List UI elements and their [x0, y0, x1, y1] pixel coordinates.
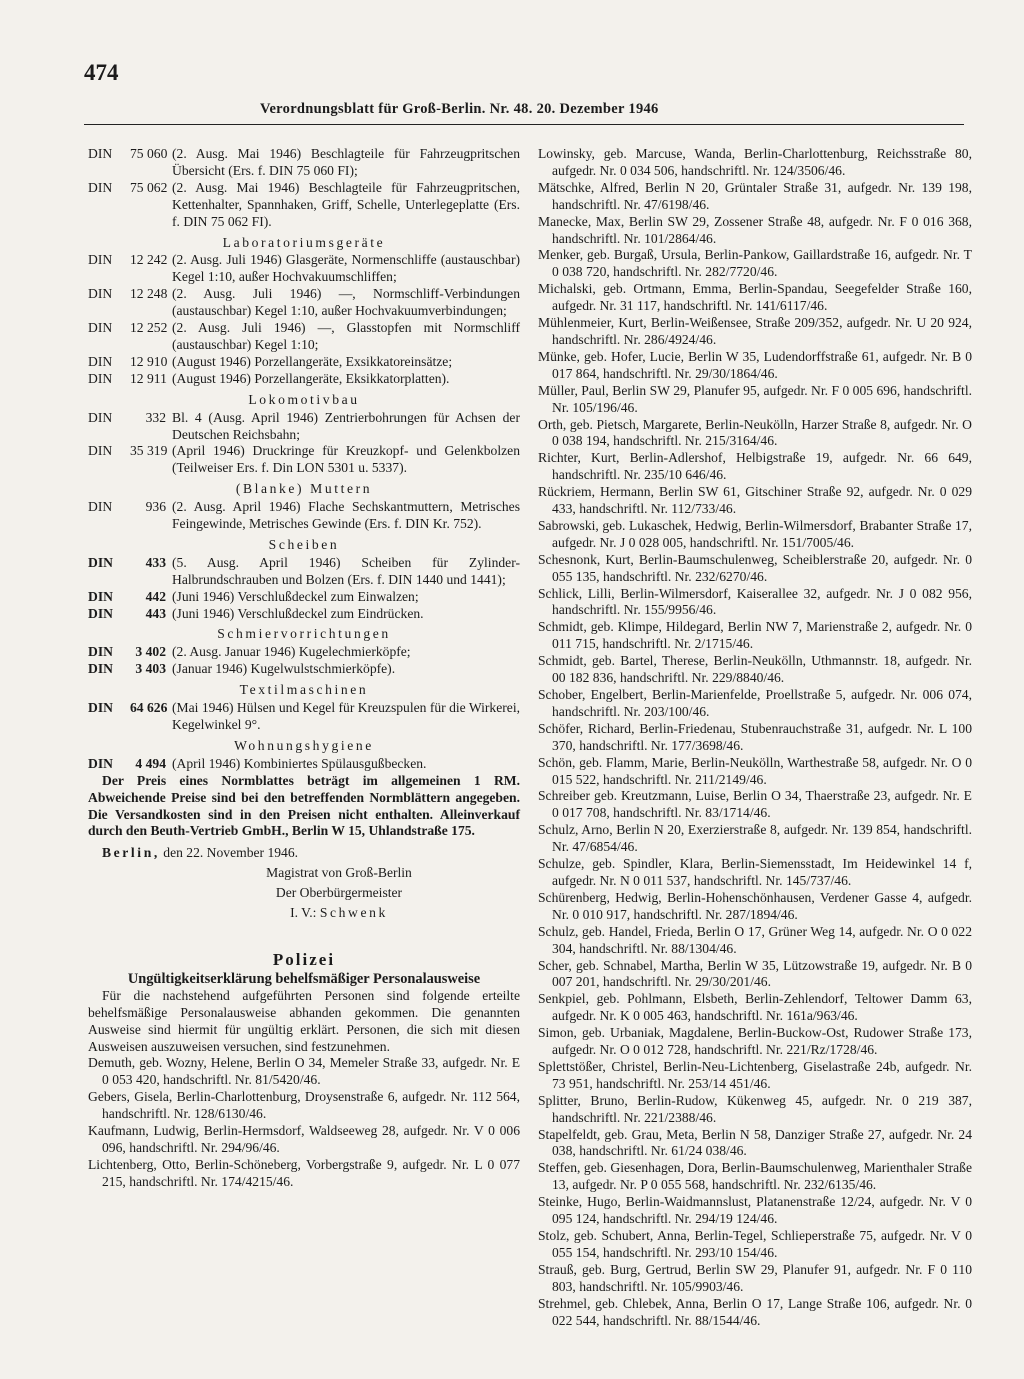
section-heading-schmiervorrichtungen: Schmiervorrichtungen — [217, 626, 391, 642]
polizei-subheading: Ungültigkeitserklärung behelfsmäßiger Personalausweise — [127, 970, 481, 987]
din-description: (April 1946) Kombiniertes Spülausgußbecken. — [172, 755, 427, 771]
din-code — [88, 146, 166, 163]
din-code — [88, 371, 166, 388]
din-description: (Januar 1946) Kugelwulstschmierköpfe). — [172, 661, 396, 677]
person-entry: Steffen, geb. Giesenhagen, Dora, Berlin-Baumschulenweg, Marienthaler Straße 13, aufgedr. Nr. P 0 055 568, handschriftl. Nr. 232/6135/46. — [538, 1160, 972, 1193]
din-entry — [88, 371, 520, 388]
din-number: 3 403 — [135, 661, 166, 677]
din-list-laboratoriumsgeraete — [88, 252, 520, 387]
person-entry: Schulz, Arno, Berlin N 20, Exerzierstraße 8, aufgedr. Nr. 139 854, handschriftl. Nr. 47/6854/46. — [538, 822, 972, 855]
din-description: (2. Ausg. April 1946) Flache Sechskantmuttern, Metrisches Feingewinde, Metrisches Gewinde (Ers. f. DIN Kr. 752). — [172, 499, 520, 532]
din-description: (August 1946) Porzellangeräte, Exsikkatoreinsätze; — [172, 353, 453, 369]
person-entry: Kaufmann, Ludwig, Berlin-Hermsdorf, Waldseeweg 28, aufgedr. Nr. V 0 006 096, handschriftl. Nr. 294/96/46. — [88, 1123, 520, 1155]
din-number: 12 248 — [130, 286, 168, 302]
din-code — [88, 252, 166, 269]
din-description: (2. Ausg. Mai 1946) Beschlagteile für Fahrzeugpritschen, Kettenhalter, Spannhaken, Griff, Schelle, Unterlegeplatte (Ers. f. DIN 75 062 FI). — [172, 179, 520, 229]
person-entry: Orth, geb. Pietsch, Margarete, Berlin-Neukölln, Harzer Straße 8, aufgedr. Nr. O 0 038 194, handschriftl. Nr. 215/3164/46. — [538, 416, 972, 449]
din-number: 4 494 — [135, 755, 166, 771]
din-code — [88, 756, 166, 773]
person-entry: Splitter, Bruno, Berlin-Rudow, Kükenweg 45, aufgedr. Nr. 0 219 387, handschriftl. Nr. 221/2388/46. — [538, 1092, 972, 1125]
din-description: (Juni 1946) Verschlußdeckel zum Eindrücken. — [172, 605, 424, 621]
person-entry: Stapelfeldt, geb. Grau, Meta, Berlin N 58, Danziger Straße 27, aufgedr. Nr. 24 038, handschriftl. Nr. 61/24 038/46. — [538, 1126, 972, 1159]
date-line — [102, 845, 520, 862]
din-code — [88, 286, 166, 303]
person-entry: Strehmel, geb. Chlebek, Anna, Berlin O 17, Lange Straße 106, aufgedr. Nr. 0 022 544, handschriftl. Nr. 88/1544/46. — [538, 1295, 972, 1328]
din-prefix: DIN — [88, 252, 113, 268]
din-entry — [88, 589, 520, 606]
din-description: (2. Ausg. Juli 1946) Glasgeräte, Normenschliffe (austauschbar) Kegel 1:10, außer Hochvakuumschliffen; — [172, 252, 520, 285]
din-description: (Mai 1946) Hülsen und Kegel für Kreuzspulen für die Wirkerei, Kegelwinkel 9°. — [172, 700, 521, 732]
din-list-muttern — [88, 499, 520, 533]
din-entry — [88, 606, 520, 623]
din-prefix: DIN — [88, 755, 113, 771]
person-entry: Simon, geb. Urbaniak, Magdalene, Berlin-Buckow-Ost, Rudower Straße 173, aufgedr. Nr. O 0 012 728, handschriftl. Nr. 221/Rz/1728/46. — [538, 1025, 972, 1058]
din-list-scheiben — [88, 555, 520, 623]
section-heading-lokomotivbau: Lokomotivbau — [248, 391, 360, 407]
din-description: (August 1946) Porzellangeräte, Eksikkatorplatten). — [172, 370, 450, 386]
din-entry — [88, 499, 520, 533]
din-prefix: DIN — [88, 370, 113, 386]
din-number: 64 626 — [130, 700, 168, 716]
din-list-wohnungshygiene — [88, 756, 520, 773]
din-entry — [88, 354, 520, 371]
section-heading-muttern: (Blanke) Muttern — [235, 481, 373, 497]
signature-magistrat: Magistrat von Groß-Berlin — [266, 865, 412, 881]
person-entry: Schürenberg, Hedwig, Berlin-Hohenschönhausen, Verdener Gasse 4, aufgedr. Nr. 0 010 917, handschriftl. Nr. 287/1894/46. — [538, 889, 972, 922]
din-prefix: DIN — [88, 443, 113, 459]
din-prefix: DIN — [88, 588, 113, 604]
din-number: 75 060 — [130, 146, 168, 161]
din-list-lokomotivbau — [88, 410, 520, 478]
din-prefix: DIN — [88, 353, 113, 369]
din-prefix: DIN — [88, 146, 113, 161]
section-heading-wohnungshygiene: Wohnungshygiene — [234, 737, 374, 753]
section-heading-scheiben: Scheiben — [268, 536, 340, 552]
din-description: (2. Ausg. Juli 1946) —, Glasstopfen mit Normschliff (austauschbar) Kegel 1:10; — [172, 320, 520, 352]
din-entry — [88, 146, 520, 180]
din-list-schmiervorrichtungen — [88, 644, 520, 678]
person-entry: Sabrowski, geb. Lukaschek, Hedwig, Berlin-Wilmersdorf, Brabanter Straße 17, aufgedr. Nr. J 0 028 005, handschriftl. Nr. 151/7005/46. — [538, 517, 972, 550]
din-number: 12 910 — [130, 353, 168, 369]
din-number: 12 911 — [130, 370, 167, 386]
din-prefix: DIN — [88, 661, 113, 677]
din-code — [88, 555, 166, 572]
person-entry: Mühlenmeier, Kurt, Berlin-Weißensee, Straße 209/352, aufgedr. Nr. U 20 924, handschriftl. Nr. 286/4924/46. — [538, 315, 972, 347]
din-description: (2. Ausg. Juli 1946) —, Normschliff-Verbindungen (austauschbar) Kegel 1:10, außer Hochvakuumverbindungen; — [172, 286, 520, 319]
din-code — [88, 661, 166, 678]
left-column — [88, 146, 520, 1191]
din-entry — [88, 180, 520, 231]
person-entry: Müller, Paul, Berlin SW 29, Planufer 95, aufgedr. Nr. F 0 005 696, handschriftl. Nr. 105/196/46. — [538, 382, 972, 415]
din-description: (Juni 1946) Verschlußdeckel zum Einwalzen; — [172, 588, 419, 604]
din-code — [88, 606, 166, 623]
din-list-textilmaschinen — [88, 700, 520, 734]
person-entry: Lowinsky, geb. Marcuse, Wanda, Berlin-Charlottenburg, Reichsstraße 80, aufgedr. Nr. 0 034 506, handschriftl. Nr. 124/3506/46. — [538, 146, 972, 178]
din-description: (2. Ausg. Mai 1946) Beschlagteile für Fahrzeugpritschen Übersicht (Ers. f. DIN 75 060 FI); — [172, 146, 520, 178]
din-entry — [88, 252, 520, 286]
din-entry — [88, 661, 520, 678]
person-entry: Gebers, Gisela, Berlin-Charlottenburg, Droysenstraße 6, aufgedr. Nr. 112 564, handschriftl. Nr. 128/6130/46. — [88, 1089, 520, 1122]
din-code — [88, 700, 166, 717]
din-entry — [88, 443, 520, 477]
person-entry: Splettstößer, Christel, Berlin-Neu-Lichtenberg, Giselastraße 24b, aufgedr. Nr. 73 951, handschriftl. Nr. 253/14 451/46. — [538, 1058, 972, 1091]
din-list-beschlagteile — [88, 146, 520, 231]
person-entry: Münke, geb. Hofer, Lucie, Berlin W 35, Ludendorffstraße 61, aufgedr. Nr. B 0 017 864, handschriftl. Nr. 29/30/1864/46. — [538, 348, 972, 381]
person-entry: Steinke, Hugo, Berlin-Waidmannslust, Platanenstraße 12/24, aufgedr. Nr. V 0 095 124, handschriftl. Nr. 294/19 124/46. — [538, 1194, 972, 1227]
din-prefix: DIN — [88, 644, 113, 660]
person-entry: Schesnonk, Kurt, Berlin-Baumschulenweg, Scheiblerstraße 20, aufgedr. Nr. 0 055 135, handschriftl. Nr. 232/6270/46. — [538, 551, 972, 584]
person-entry: Schön, geb. Flamm, Marie, Berlin-Neukölln, Warthestraße 58, aufgedr. Nr. O 0 015 522, handschriftl. Nr. 211/2149/46. — [538, 754, 972, 787]
right-column — [538, 146, 972, 1329]
din-code — [88, 354, 166, 371]
din-description: (April 1946) Druckringe für Kreuzkopf- und Gelenkbolzen (Teilweiser Ers. f. Din LON 5301 u. 5337). — [172, 443, 520, 476]
person-entry: Schmidt, geb. Klimpe, Hildegard, Berlin NW 7, Marienstraße 2, aufgedr. Nr. 0 011 715, handschriftl. Nr. 2/1715/46. — [538, 619, 972, 652]
din-entry — [88, 320, 520, 354]
polizei-heading: Polizei — [272, 949, 336, 969]
din-code — [88, 320, 166, 337]
signature-name: Schwenk — [319, 905, 388, 921]
person-entry: Strauß, geb. Burg, Gertrud, Berlin SW 29, Planufer 91, aufgedr. Nr. F 0 110 803, handschriftl. Nr. 105/9903/46. — [538, 1261, 972, 1294]
din-code — [88, 499, 166, 516]
din-number: 442 — [145, 588, 166, 604]
din-prefix: DIN — [88, 179, 113, 195]
din-entry — [88, 555, 520, 589]
date-text: den 22. November 1946. — [163, 845, 299, 861]
din-prefix: DIN — [88, 409, 113, 425]
person-entry: Lichtenberg, Otto, Berlin-Schöneberg, Vorbergstraße 9, aufgedr. Nr. L 0 077 215, handschriftl. Nr. 174/4215/46. — [88, 1156, 520, 1189]
din-entry — [88, 756, 520, 773]
page-number: 474 — [84, 60, 119, 85]
person-entry: Schlick, Lilli, Berlin-Wilmersdorf, Kaiserallee 32, aufgedr. Nr. J 0 082 956, handschriftl. Nr. 155/9956/46. — [538, 585, 972, 618]
din-description: (5. Ausg. April 1946) Scheiben für Zylinder-Halbrundschrauben und Bolzen (Ers. f. DIN 1440 und 1441); — [172, 554, 520, 587]
din-description: Bl. 4 (Ausg. April 1946) Zentrierbohrungen für Achsen der Deutschen Reichsbahn; — [172, 409, 520, 442]
person-entry: Scher, geb. Schnabel, Martha, Berlin W 35, Lützowstraße 19, aufgedr. Nr. B 0 007 201, handschriftl. Nr. 29/30/201/46. — [538, 957, 972, 990]
din-number: 35 319 — [130, 443, 168, 459]
signature-title: Der Oberbürgermeister — [275, 885, 403, 901]
din-description: (2. Ausg. Januar 1946) Kugelechmierköpfe; — [172, 644, 411, 660]
person-entry: Richter, Kurt, Berlin-Adlershof, Helbigstraße 19, aufgedr. Nr. 66 649, handschriftl. Nr. 235/10 646/46. — [538, 450, 972, 483]
din-prefix: DIN — [88, 700, 113, 716]
din-number: 936 — [145, 499, 166, 515]
din-entry — [88, 286, 520, 320]
din-entry — [88, 644, 520, 661]
person-entry: Senkpiel, geb. Pohlmann, Elsbeth, Berlin-Zehlendorf, Teltower Damm 63, aufgedr. Nr. K 0 005 463, handschriftl. Nr. 161a/963/46. — [538, 991, 972, 1024]
din-number: 443 — [145, 605, 166, 621]
signature-prefix: I. V.: — [290, 905, 317, 921]
person-entry: Michalski, geb. Ortmann, Emma, Berlin-Spandau, Seegefelder Straße 160, aufgedr. Nr. 31 117, handschriftl. Nr. 141/6117/46. — [538, 281, 972, 314]
din-prefix: DIN — [88, 499, 113, 515]
person-entry: Schreiber geb. Kreutzmann, Luise, Berlin O 34, Thaerstraße 23, aufgedr. Nr. E 0 017 708, handschriftl. Nr. 83/1714/46. — [538, 788, 972, 821]
din-prefix: DIN — [88, 554, 113, 570]
person-list-right — [538, 146, 972, 1329]
din-code — [88, 180, 166, 197]
date-place: Berlin, — [102, 845, 160, 861]
din-number: 12 252 — [130, 320, 168, 336]
din-entry — [88, 410, 520, 444]
din-number: 75 062 — [130, 179, 168, 195]
price-notice: Der Preis eines Normblattes beträgt im allgemeinen 1 RM. Abweichende Preise sind bei den betreffenden Normblättern angegeben. Die Versandkosten sind in den Preisen nicht enthalten. Alleinverkauf durch den Beuth-Vertrieb GmbH., Berlin W 15, Uhlandstraße 175. — [88, 772, 520, 839]
person-list-left — [88, 1055, 520, 1190]
person-entry: Rückriem, Hermann, Berlin SW 61, Gitschiner Straße 92, aufgedr. Nr. 0 029 433, handschriftl. Nr. 112/733/46. — [538, 484, 972, 517]
din-prefix: DIN — [88, 320, 113, 336]
person-entry: Schöfer, Richard, Berlin-Friedenau, Stubenrauchstraße 31, aufgedr. Nr. L 100 370, handschriftl. Nr. 177/3698/46. — [538, 720, 972, 753]
person-entry: Demuth, geb. Wozny, Helene, Berlin O 34, Memeler Straße 33, aufgedr. Nr. E 0 053 420, handschriftl. Nr. 81/5420/46. — [88, 1055, 520, 1088]
header-rule — [84, 124, 964, 125]
din-prefix: DIN — [88, 286, 113, 302]
person-entry: Schober, Engelbert, Berlin-Marienfelde, Proellstraße 5, aufgedr. Nr. 006 074, handschriftl. Nr. 203/100/46. — [538, 687, 972, 719]
running-header: Verordnungsblatt für Groß-Berlin. Nr. 48. 20. Dezember 1946 — [260, 101, 659, 117]
person-entry: Schulz, geb. Handel, Frieda, Berlin O 17, Grüner Weg 14, aufgedr. Nr. O 0 022 304, handschriftl. Nr. 88/1304/46. — [538, 923, 972, 956]
din-code — [88, 443, 166, 460]
din-entry — [88, 700, 520, 734]
person-entry: Stolz, geb. Schubert, Anna, Berlin-Tegel, Schlieperstraße 75, aufgedr. Nr. V 0 055 154, handschriftl. Nr. 293/10 154/46. — [538, 1228, 972, 1260]
din-code — [88, 644, 166, 661]
din-code — [88, 410, 166, 427]
din-prefix: DIN — [88, 605, 113, 621]
section-heading-laboratoriumsgeraete: Laboratoriumsgeräte — [222, 234, 386, 250]
din-number: 433 — [145, 554, 166, 570]
din-number: 3 402 — [135, 644, 166, 660]
person-entry: Menker, geb. Burgaß, Ursula, Berlin-Pankow, Gaillardstraße 16, aufgedr. Nr. T 0 038 720, handschriftl. Nr. 282/7720/46. — [538, 247, 972, 280]
din-number: 12 242 — [130, 252, 168, 268]
person-entry: Schulze, geb. Spindler, Klara, Berlin-Siemensstadt, Im Heidewinkel 14 f, aufgedr. Nr. N 0 011 537, handschriftl. Nr. 145/737/46. — [538, 856, 972, 888]
signature-name-line — [88, 905, 520, 922]
din-code — [88, 589, 166, 606]
section-heading-textilmaschinen: Textilmaschinen — [239, 682, 369, 698]
polizei-intro: Für die nachstehend aufgeführten Personen sind folgende erteilte behelfsmäßige Personalausweise abhanden gekommen. Die genannten Ausweise sind hiermit für ungültig erklärt. Personen, die sich mit diesen Ausweisen auszuweisen versuchen, sind festzunehmen. — [88, 987, 520, 1054]
din-number: 332 — [145, 409, 166, 425]
person-entry: Schmidt, geb. Bartel, Therese, Berlin-Neukölln, Uthmannstr. 18, aufgedr. Nr. 00 182 836, handschriftl. Nr. 229/8840/46. — [538, 653, 972, 686]
person-entry: Manecke, Max, Berlin SW 29, Zossener Straße 48, aufgedr. Nr. F 0 016 368, handschriftl. Nr. 101/2864/46. — [538, 213, 972, 246]
person-entry: Mätschke, Alfred, Berlin N 20, Grüntaler Straße 31, aufgedr. Nr. 139 198, handschriftl. Nr. 47/6198/46. — [538, 179, 972, 212]
